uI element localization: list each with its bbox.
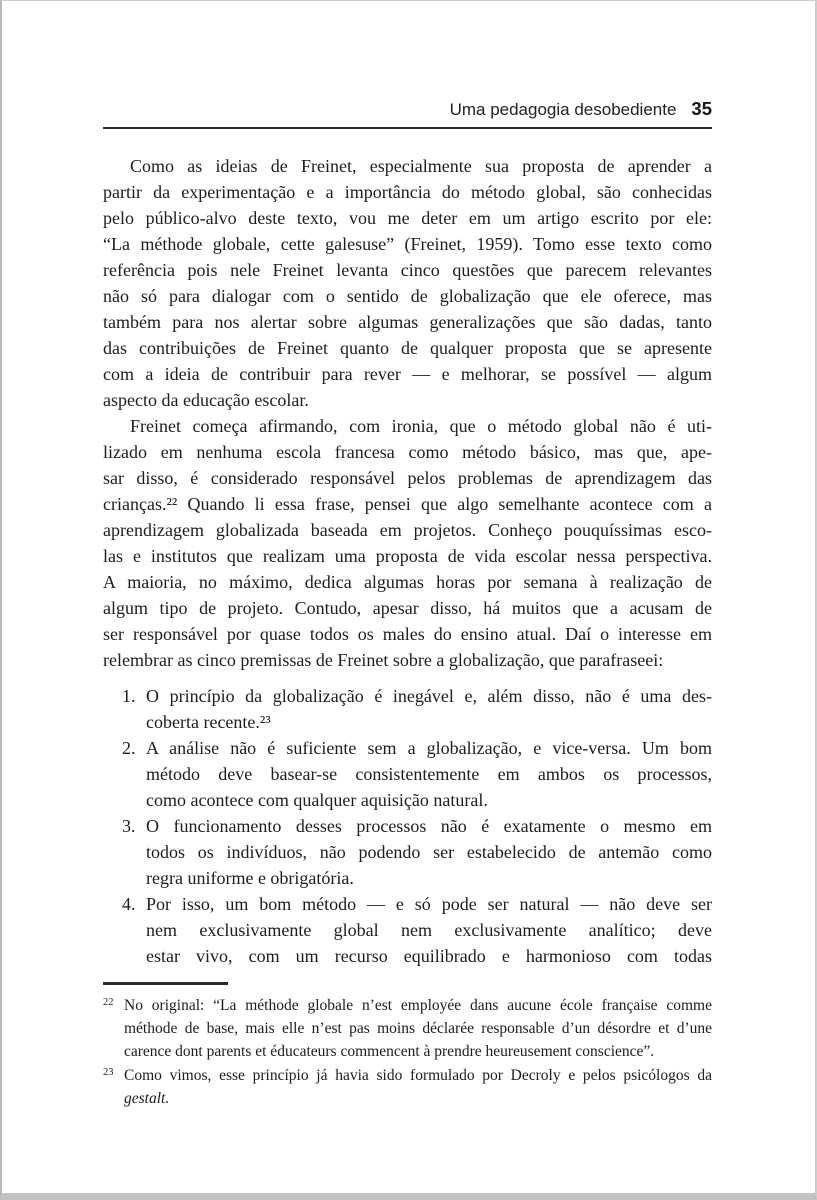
text-line: No original: “La méthode globale n’est employée dans aucune école française comme xyxy=(124,997,712,1014)
text-line: algum tipo de projeto. Contudo, apesar disso, há muitos que a acusam de xyxy=(103,598,712,618)
list-item-text xyxy=(146,813,712,891)
text-line-italic: gestalt. xyxy=(124,1090,170,1107)
list-item-text xyxy=(146,683,712,735)
text-line: aprendizagem globalizada baseada em projetos. Conheço pouquíssimas esco- xyxy=(103,520,712,540)
text-line: também para nos alertar sobre algumas generalizações que são dadas, tanto xyxy=(103,312,712,332)
running-header xyxy=(103,98,712,129)
text-line: crianças.²² Quando li essa frase, pensei que algo semelhante acontece com a xyxy=(103,494,712,514)
text-line: método deve basear-se consistentemente em ambos os processos, xyxy=(146,764,712,784)
text-line: carence dont parents et éducateurs commencent à prendre heureusement conscience”. xyxy=(124,1043,655,1060)
list-item-text xyxy=(146,735,712,813)
text-line: não só para dialogar com o sentido de globalização que ele oferece, mas xyxy=(103,286,712,306)
text-line: das contribuições de Freinet quanto de qualquer proposta que se apresente xyxy=(103,338,712,358)
text-line: Por isso, um bom método — e só pode ser natural — não deve ser xyxy=(146,894,712,914)
footnote-23 xyxy=(103,1064,712,1110)
text-line: las e institutos que realizam uma proposta de vida escolar nessa perspectiva. xyxy=(103,546,712,566)
text-line: com a ideia de contribuir para rever — e melhorar, se possível — algum xyxy=(103,364,712,384)
list-item-2 xyxy=(103,735,712,813)
text-line: nem exclusivamente global nem exclusivamente analítico; deve xyxy=(146,920,712,940)
list-item-4 xyxy=(103,891,712,969)
page-body xyxy=(103,153,712,969)
text-line: O funcionamento desses processos não é exatamente o mesmo em xyxy=(146,816,712,836)
list-item-number: 3. xyxy=(122,816,136,836)
text-line: como acontece com qualquer aquisição natural. xyxy=(146,790,488,810)
page-number: 35 xyxy=(691,98,712,119)
numbered-list xyxy=(103,683,712,969)
footnote-marker: 22 xyxy=(103,997,114,1008)
text-line: O princípio da globalização é inegável e, além disso, não é uma des- xyxy=(146,686,712,706)
text-line: sar disso, é considerado responsável pelos problemas de aprendizagem das xyxy=(103,468,712,488)
text-line: pelo público-alvo deste texto, vou me deter em um artigo escrito por ele: xyxy=(103,208,712,228)
text-line: A análise não é suficiente sem a globalização, e vice-versa. Um bom xyxy=(146,738,712,758)
list-item-number: 1. xyxy=(122,686,136,706)
footnote-separator-rule xyxy=(103,982,228,985)
footnote-marker: 23 xyxy=(103,1067,114,1078)
text-line: ser responsável por quase todos os males do ensino atual. Daí o interesse em xyxy=(103,624,712,644)
text-line: coberta recente.²³ xyxy=(146,712,271,732)
page-content xyxy=(103,1,712,1111)
text-line: Freinet começa afirmando, com ironia, que o método global não é uti- xyxy=(130,416,712,436)
text-line: méthode de base, mais elle n’est pas moins déclarée responsable d’un désordre et d’une xyxy=(124,1020,712,1037)
footnote-text xyxy=(124,994,712,1063)
text-line: “La méthode globale, cette galesuse” (Freinet, 1959). Tomo esse texto como xyxy=(103,234,712,254)
text-line: estar vivo, com um recurso equilibrado e harmonioso com todas xyxy=(146,946,712,966)
list-item-text xyxy=(146,891,712,969)
list-item-number: 2. xyxy=(122,738,136,758)
running-title: Uma pedagogia desobediente xyxy=(449,100,677,119)
text-line: A maioria, no máximo, dedica algumas horas por semana à realização de xyxy=(103,572,712,592)
paragraph-2 xyxy=(103,413,712,673)
text-line: regra uniforme e obrigatória. xyxy=(146,868,354,888)
text-line: Como as ideias de Freinet, especialmente sua proposta de aprender a xyxy=(130,156,712,176)
text-line: lizado em nenhuma escola francesa como método básico, mas que, ape- xyxy=(103,442,712,462)
text-line: partir da experimentação e a importância do método global, são conhecidas xyxy=(103,182,712,202)
text-line: todos os indivíduos, não podendo ser estabelecido de antemão como xyxy=(146,842,712,862)
text-line: referência pois nele Freinet levanta cinco questões que parecem relevantes xyxy=(103,260,712,280)
list-item-3 xyxy=(103,813,712,891)
list-item-number: 4. xyxy=(122,894,136,914)
list-item-1 xyxy=(103,683,712,735)
paragraph-1 xyxy=(103,153,712,413)
text-line: relembrar as cinco premissas de Freinet sobre a globalização, que parafraseei: xyxy=(103,650,664,670)
text-line: Como vimos, esse princípio já havia sido formulado por Decroly e pelos psicólogos da xyxy=(124,1067,712,1084)
text-line: aspecto da educação escolar. xyxy=(103,390,309,410)
footnotes-section xyxy=(103,982,712,1110)
footnote-text xyxy=(124,1064,712,1110)
footnote-22 xyxy=(103,994,712,1063)
